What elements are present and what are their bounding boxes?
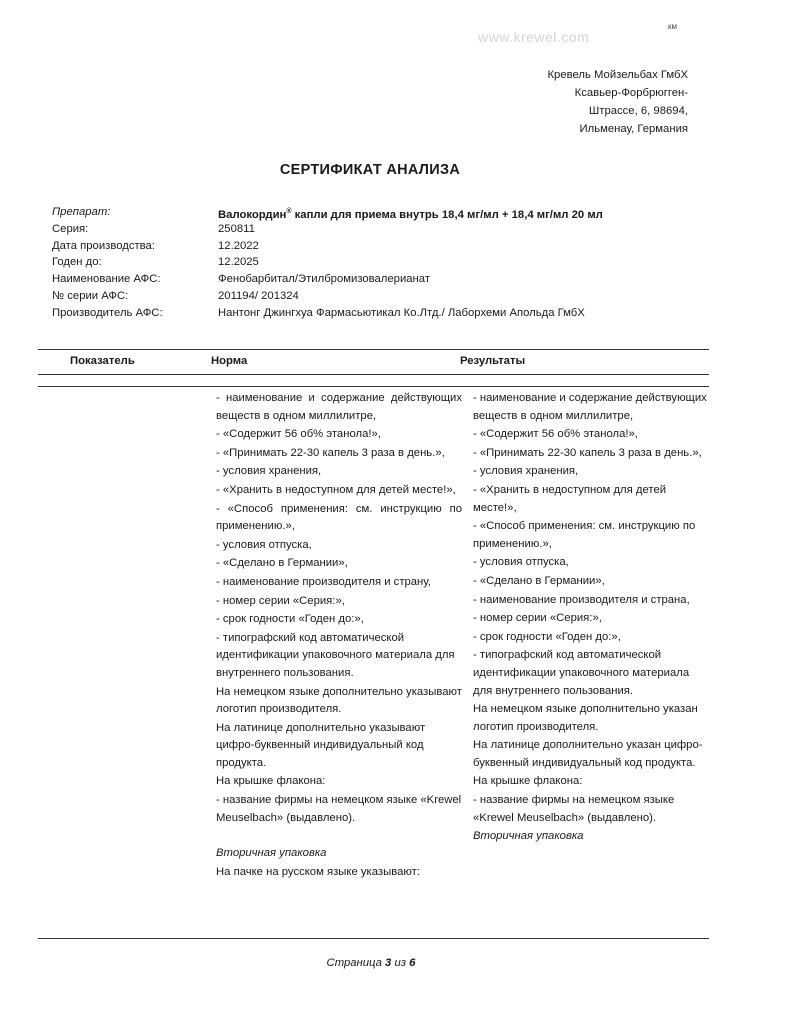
info-value: 250811 (218, 222, 255, 235)
result-line: На немецком языке дополнительно указан логотип производителя. (473, 703, 698, 733)
norm-section-heading: Вторичная упаковка (216, 847, 327, 860)
result-line: - название фирмы на немецком языке «Krewel Meuselbach» (выдавлено). (473, 794, 675, 824)
results-section-heading: Вторичная упаковка (473, 830, 584, 843)
result-line: - типографский код автоматической идентификации упаковочного материала для внутреннего пользования. (473, 649, 690, 697)
norm-column (216, 390, 462, 882)
page-total: 6 (409, 957, 416, 969)
footer-prefix: Страница (326, 957, 386, 969)
result-line: - «Способ применения: см. инструкцию по применению.», (473, 520, 696, 550)
info-value: 201194/ 201324 (218, 289, 299, 302)
info-label: Дата производства: (52, 239, 155, 252)
result-line: - «Принимать 22-30 капель 3 раза в день.», (473, 446, 702, 459)
info-label: Наименование АФС: (52, 273, 161, 286)
company-line: Кревель Мойзельбах ГмбХ (547, 69, 688, 81)
page-number: 3 (385, 957, 392, 969)
norm-line: - «Способ применения: см. инструкцию по применению.», (216, 502, 462, 533)
logo-mark: км (668, 22, 677, 31)
company-line: Штрассе, 6, 98694, (588, 105, 688, 117)
norm-line: - «Содержит 56 об% этанола!», (216, 428, 381, 441)
result-line: - «Содержит 56 об% этанола!», (473, 428, 638, 441)
norm-line: - номер серии «Серия:», (216, 594, 345, 607)
table-header-rule (38, 374, 709, 375)
norm-line: На латинице дополнительно указывают цифро-буквенный индивидуальный код продукта. (216, 721, 426, 769)
document-title: СЕРТИФИКАТ АНАЛИЗА (279, 162, 461, 178)
norm-line: - «Сделано в Германии», (216, 557, 348, 570)
info-value: 12.2025 (218, 256, 259, 269)
info-label: Препарат: (52, 206, 111, 218)
result-line: - условия отпуска, (473, 556, 569, 569)
result-line: На латинице дополнительно указан цифро-буквенный индивидуальный код продукта. (473, 739, 703, 769)
result-line: На крышке флакона: (473, 775, 583, 788)
result-line: - «Сделано в Германии», (473, 574, 605, 587)
company-line: Ильменау, Германия (579, 123, 688, 135)
table-bottom-rule (38, 938, 709, 939)
norm-line: - срок годности «Годен до:», (216, 613, 364, 626)
norm-line: - наименование и содержание действующих веществ в одном миллилитре, (216, 392, 462, 422)
result-line: - срок годности «Годен до:», (473, 630, 621, 643)
info-value: Фенобарбитал/Этилбромизовалерианат (218, 273, 431, 286)
info-label: Серия: (52, 222, 89, 235)
drug-name: Валокордин (218, 208, 287, 221)
footer-middle: из (391, 957, 410, 969)
info-label: Производитель АФС: (52, 306, 163, 319)
info-label: Годен до: (52, 256, 102, 269)
info-label: № серии АФС: (52, 289, 129, 302)
norm-line: - типографский код автоматической идентификации упаковочного материала для внутреннего пользования. (216, 631, 455, 679)
norm-line: На пачке на русском языке указывают: (216, 865, 420, 878)
results-column (473, 390, 711, 847)
norm-line: - условия отпуска, (216, 538, 312, 551)
result-line: - наименование производителя и страна, (473, 593, 690, 606)
norm-line: На немецком языке дополнительно указывают логотип производителя. (216, 685, 462, 716)
column-header-norm: Норма (211, 355, 248, 367)
info-value: 12.2022 (218, 239, 259, 252)
drug-description: капли для приема внутрь 18,4 мг/мл + 18,4 мг/мл 20 мл (291, 208, 603, 221)
column-header-results: Результаты (460, 355, 526, 367)
norm-line: - «Принимать 22-30 капель 3 раза в день.», (216, 446, 445, 459)
result-line: - номер серии «Серия:», (473, 612, 602, 625)
result-line: - наименование и содержание действующих веществ в одном миллилитре, (473, 392, 707, 422)
company-address (547, 66, 688, 138)
norm-line: - «Хранить в недоступном для детей месте!», (216, 483, 456, 496)
company-logo-watermark: www.krewel.com (478, 29, 590, 45)
registered-mark: ® (286, 208, 292, 215)
result-line: - «Хранить в недоступном для детей месте!», (473, 483, 667, 514)
table-body-rule (38, 386, 709, 387)
info-value: Нантонг Джингхуа Фармасьютикал Ко.Лтд./ Лаборхеми Апольда ГмбХ (218, 306, 585, 319)
drug-value (218, 204, 603, 224)
column-header-indicator: Показатель (70, 355, 135, 367)
norm-line: - название фирмы на немецком языке «Krewel Meuselbach» (выдавлено). (216, 794, 462, 824)
result-line: - условия хранения, (473, 465, 579, 478)
norm-line: На крышке флакона: (216, 775, 326, 788)
table-top-rule (38, 349, 709, 350)
norm-line: - условия хранения, (216, 465, 322, 478)
norm-line: - наименование производителя и страну, (216, 575, 431, 588)
page-footer (0, 957, 742, 969)
company-line: Ксавьер-Форбрюгген- (574, 87, 688, 99)
